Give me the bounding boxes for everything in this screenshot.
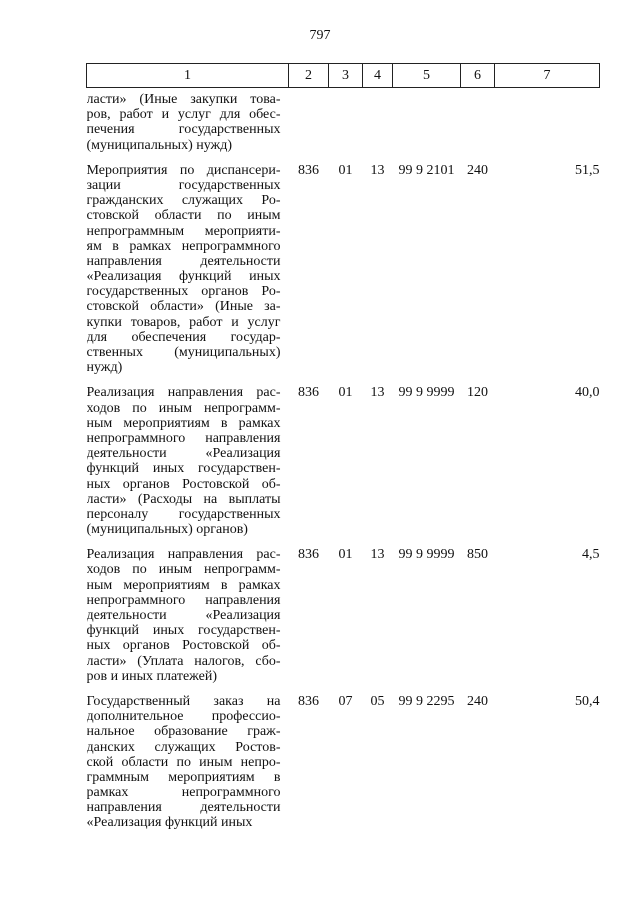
- column-header: 5: [393, 64, 461, 88]
- description-line: Государственный заказ на: [86, 693, 281, 709]
- description-line: «Реализация функций иных: [86, 269, 281, 285]
- subsection-code: 13: [370, 547, 385, 563]
- description-line: стовской области по иным: [86, 208, 281, 224]
- column-header: 6: [461, 64, 495, 88]
- table-row: [87, 694, 600, 841]
- target-article-code: 99 9 9999: [398, 385, 455, 401]
- subsection-code: 13: [370, 385, 385, 401]
- page-number: 797: [309, 28, 331, 43]
- section-code: 01: [338, 547, 353, 563]
- description-line: ров и иных платежей): [86, 668, 218, 684]
- description-line: ской области по иным непро-: [86, 754, 281, 770]
- expense-type-code: 850: [467, 547, 488, 563]
- column-header: 1: [87, 64, 289, 88]
- table-body: [87, 88, 600, 841]
- description-line: персоналу государственных: [86, 506, 281, 522]
- description-line: ласти» (Иные закупки това-: [86, 92, 281, 107]
- target-article-code: 99 9 2101: [398, 162, 455, 178]
- amount-value: 4,5: [582, 547, 600, 563]
- subsection-code: [363, 88, 393, 163]
- row-description: [87, 163, 289, 386]
- amount-value: [495, 88, 600, 163]
- target-article-code: 99 9 9999: [398, 547, 455, 563]
- description-line: (муниципальных) органов): [86, 522, 248, 538]
- description-line: государственных органов Ро-: [86, 284, 281, 300]
- row-description: [87, 385, 289, 547]
- target-article-code: 99 9 2295: [398, 693, 455, 709]
- expense-type-code: 120: [467, 385, 488, 401]
- target-article-code: [393, 88, 461, 163]
- description-line: ным мероприятиям в рамках: [86, 577, 281, 593]
- amount-value: 50,4: [575, 693, 600, 709]
- description-line: направления деятельности: [86, 253, 281, 269]
- description-line: Реализация направления рас-: [86, 385, 281, 401]
- row-description: [87, 88, 289, 163]
- table-row: [87, 88, 600, 163]
- description-line: Реализация направления рас-: [86, 547, 281, 563]
- description-line: ственных (муниципальных): [86, 345, 281, 360]
- subsection-code: 05: [370, 693, 385, 709]
- ministry-code: 836: [298, 693, 319, 709]
- row-description: [87, 547, 289, 694]
- ministry-code: 836: [298, 547, 319, 563]
- ministry-code: 836: [298, 162, 319, 178]
- description-line: ных органов Ростовской об-: [86, 476, 281, 492]
- description-line: Мероприятия по диспансери-: [86, 162, 281, 178]
- column-number-header: [87, 64, 600, 88]
- description-line: ных органов Ростовской об-: [86, 638, 281, 654]
- description-line: дополнительное профессио-: [86, 709, 281, 725]
- table-row: [87, 385, 600, 547]
- description-line: ям в рамках непрограммного: [86, 238, 281, 254]
- description-line: деятельности «Реализация: [86, 608, 281, 623]
- ministry-code: [289, 88, 329, 163]
- section-code: 07: [338, 693, 353, 709]
- description-line: деятельности «Реализация: [86, 446, 281, 462]
- table-row: [87, 163, 600, 386]
- amount-value: 51,5: [575, 162, 600, 178]
- description-line: непрограммного направления: [86, 592, 281, 608]
- description-line: печения государственных: [86, 122, 281, 138]
- description-line: граммным мероприятиям в: [86, 769, 281, 785]
- description-line: ходов по иным непрограмм-: [86, 400, 281, 416]
- description-line: функций иных государствен-: [86, 461, 281, 477]
- expense-type-code: 240: [467, 162, 488, 178]
- section-code: 01: [338, 385, 353, 401]
- expense-type-code: [461, 88, 495, 163]
- description-line: ров, работ и услуг для обес-: [86, 107, 281, 123]
- section-code: [329, 88, 363, 163]
- description-line: направления деятельности: [86, 800, 281, 816]
- description-line: (муниципальных) нужд): [86, 137, 233, 153]
- section-code: 01: [338, 162, 353, 178]
- description-line: ласти» (Уплата налогов, сбо-: [86, 653, 281, 669]
- ministry-code: 836: [298, 385, 319, 401]
- description-line: функций иных государствен-: [86, 623, 281, 639]
- subsection-code: 13: [370, 162, 385, 178]
- column-header: 7: [495, 64, 600, 88]
- expense-type-code: 240: [467, 693, 488, 709]
- description-line: для обеспечения государ-: [86, 329, 281, 345]
- column-header: 2: [289, 64, 329, 88]
- table-row: [87, 547, 600, 694]
- description-line: данских служащих Ростов-: [86, 739, 281, 755]
- column-header: 3: [329, 64, 363, 88]
- description-line: ходов по иным непрограмм-: [86, 562, 281, 578]
- description-line: нужд): [86, 360, 123, 376]
- budget-table: [86, 63, 600, 841]
- column-header: 4: [363, 64, 393, 88]
- description-line: ным мероприятиям в рамках: [86, 415, 281, 431]
- description-line: рамках непрограммного: [86, 785, 281, 801]
- description-line: непрограммного направления: [86, 430, 281, 446]
- amount-value: 40,0: [575, 385, 600, 401]
- description-line: зации государственных: [86, 177, 281, 193]
- description-line: гражданских служащих Ро-: [86, 193, 281, 209]
- description-line: ласти» (Расходы на выплаты: [86, 491, 281, 507]
- description-line: непрограммным мероприяти-: [86, 223, 281, 239]
- description-line: «Реализация функций иных: [86, 815, 253, 831]
- description-line: стовской области» (Иные за-: [86, 299, 281, 315]
- description-line: нальное образование граж-: [86, 724, 281, 740]
- row-description: [87, 694, 289, 841]
- description-line: купки товаров, работ и услуг: [86, 314, 281, 330]
